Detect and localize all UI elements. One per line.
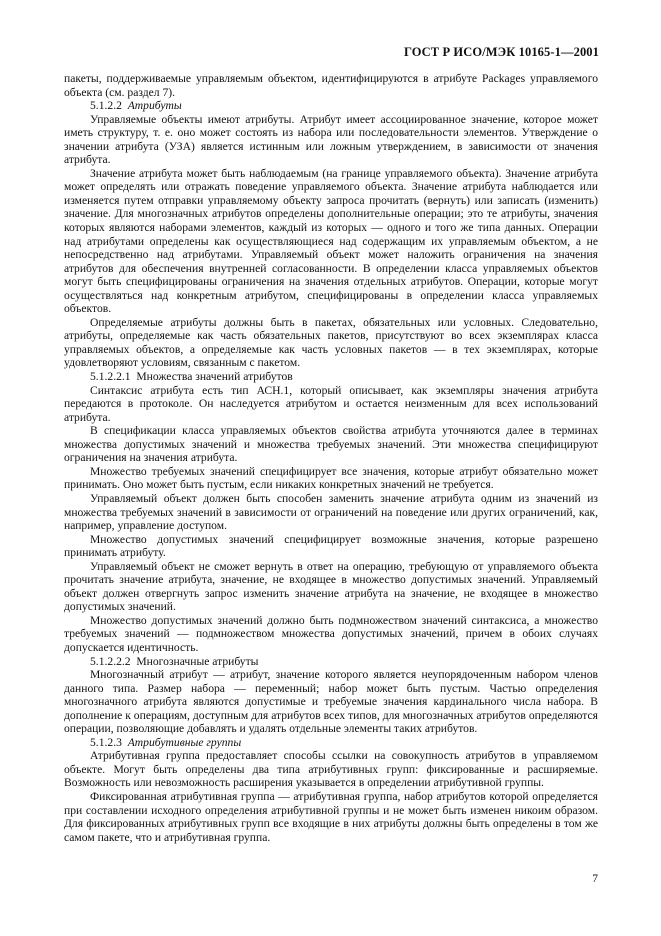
standard-header: ГОСТ Р ИСО/МЭК 10165-1—2001	[403, 45, 599, 59]
body-text	[64, 72, 598, 844]
paragraph: Множество требуемых значений специфицирует все значения, которые атрибут обязательно может принимать. Оно может быть пустым, если никаких конкретных значений не требуется.	[64, 464, 598, 492]
section-title: Атрибуты	[127, 99, 182, 113]
paragraph: Управляемые объекты имеют атрибуты. Атрибут имеет ассоциированное значение, которое может иметь структуру, т. е. оно может состоять из набора или последовательности элементов. Утверждение о значении атрибута (УЗА) является истинным или ложным утверждением, в зависимости от значения атрибута.	[64, 112, 598, 167]
paragraph: Атрибутивная группа предоставляет способы ссылки на совокупность атрибутов в управляемом объекте. Могут быть определены два типа атрибутивных групп: фиксированные и расширяемые. Возможность или невозможность расширения указывается в определении атрибутивной группы.	[64, 749, 598, 790]
paragraph: В спецификации класса управляемых объектов свойства атрибута уточняются далее в терминах множества допустимых значений и множества требуемых значений. Эти множества специфицируют ограничения на значения атрибута.	[64, 424, 598, 465]
section-number: 5.1.2.3	[90, 735, 122, 749]
paragraph: Значение атрибута может быть наблюдаемым (на границе управляемого объекта). Значение атрибута может определять или отражать поведение управляемого объекта. Значение атрибута наблюдается или изменяется путем отправки управляемому объекту запроса прочитать (вернуть) или записать (изменить) значение. Для многозначных атрибутов определены дополнительные операции; это те атрибуты, значения которых являются наборами элементов, каждый из которых — одного и того же типа данных. Операции над атрибутами определены как осуществляющиеся над содержащим их управляемым объектом, а не непосредственно над атрибутами. Управляемый объект может наложить ограничения на значения атрибутов для обеспечения внутренней согласованности. В определении класса управляемых объектов могут быть специфицированы ограничения на значения отдельных атрибутов. Операции, которые могут осуществляться над конкретным атрибутом, специфицированы в определении класса управляемых объектов.	[64, 166, 598, 316]
paragraph: Управляемый объект должен быть способен заменить значение атрибута одним из значений из множества требуемых значений в зависимости от ограничений на поведение или других ограничений, как, например, управление доступом.	[64, 491, 598, 533]
section-number: 5.1.2.2.1	[90, 370, 131, 384]
section-heading	[64, 736, 598, 750]
paragraph: Множество допустимых значений должно быть подмножеством значений синтаксиса, а множество требуемых значений — подмножеством множества допустимых значений, причем в обоих случаях допускается идентичность.	[64, 613, 598, 654]
paragraph: Фиксированная атрибутивная группа — атрибутивная группа, набор атрибутов которой определяется при составлении исходного определения атрибутивной группы и не может быть изменен никоим образом. Для фиксированных атрибутивных групп все входящие в них атрибуты должны быть определены в том же самом пакете, что и атрибутивная группа.	[64, 789, 598, 844]
paragraph: Многозначный атрибут — атрибут, значение которого является неупорядоченным набором членов данного типа. Размер набора — переменный; набор может быть пустым. Частью определения многозначного атрибута являются допустимые и требуемые значения кардинального числа набора. В дополнение к операциям, доступным для атрибутов всех типов, для многозначных атрибутов определяются операции, позволяющие добавлять и удалять отдельные элементы таких атрибутов.	[64, 668, 598, 736]
paragraph: Управляемый объект не сможет вернуть в ответ на операцию, требующую от управляемого объекта прочитать значение атрибута, значение, не входящее в множество допустимых значений. Управляемый объект должен отвергнуть запрос изменить значение атрибута на значение, не входящее в множество допустимых значений.	[64, 559, 598, 614]
paragraph: Синтаксис атрибута есть тип АСН.1, который описывает, как экземпляры значения атрибута передаются в протоколе. Он наследуется атрибутом и остается неизменным для всех использований атрибута.	[64, 383, 598, 424]
section-number: 5.1.2.2.2	[90, 654, 131, 668]
page-number: 7	[592, 873, 598, 885]
section-heading	[64, 99, 598, 113]
section-heading	[64, 655, 598, 669]
paragraph: пакеты, поддерживаемые управляемым объектом, идентифицируются в атрибуте Packages управляемого объекта (см. раздел 7).	[64, 72, 598, 99]
section-number: 5.1.2.2	[90, 99, 122, 113]
section-heading	[64, 370, 598, 384]
section-title: Многозначные атрибуты	[136, 654, 259, 668]
paragraph: Множество допустимых значений специфицирует возможные значения, которые разрешено принимать атрибуту.	[64, 532, 598, 560]
paragraph: Определяемые атрибуты должны быть в пакетах, обязательных или условных. Следовательно, атрибуты, определяемые как часть обязательных пакетов, присутствуют во всех экземплярах класса управляемых объектов, а определяемые как часть условных пакетов — в тех экземплярах, которые удовлетворяют условиям, связанным с пакетом.	[64, 315, 598, 370]
section-title: Атрибутивные группы	[127, 735, 242, 749]
section-title: Множества значений атрибутов	[136, 370, 293, 384]
